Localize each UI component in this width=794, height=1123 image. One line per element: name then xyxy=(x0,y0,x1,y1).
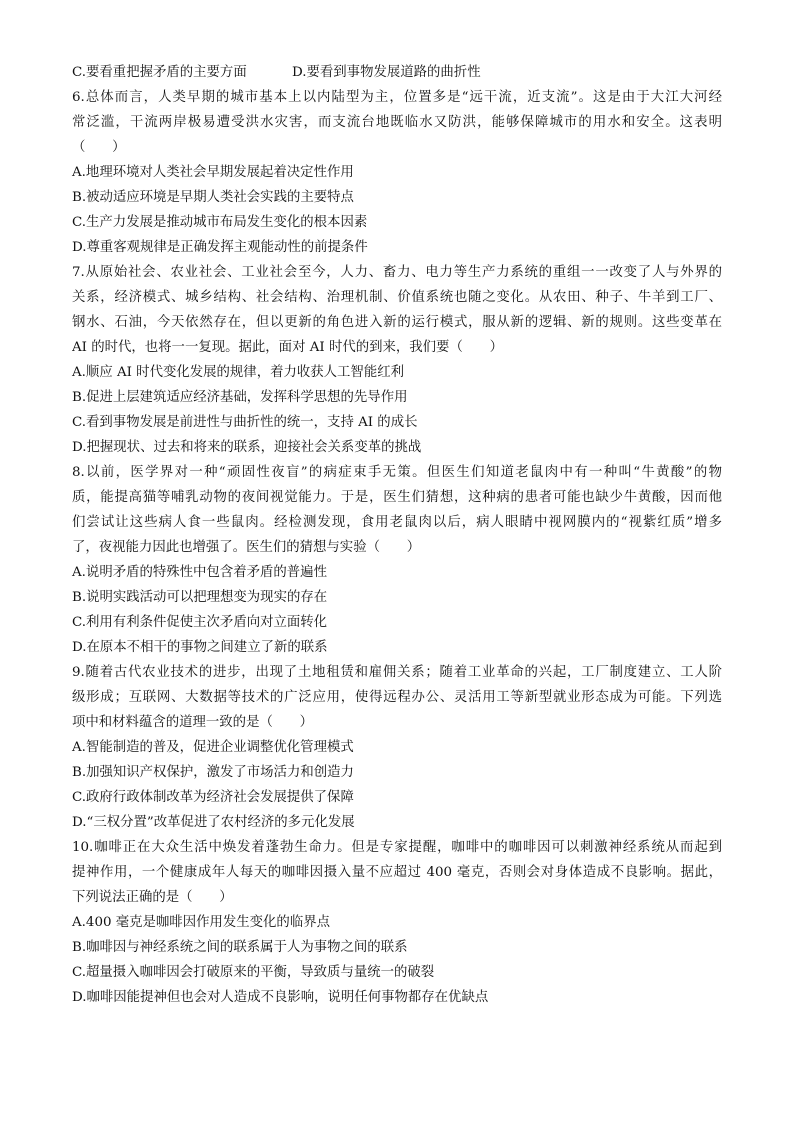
option-b: B.被动适应环境是早期人类社会实践的主要特点 xyxy=(72,190,354,205)
option-c: C.政府行政体制改革为经济社会发展提供了保障 xyxy=(72,790,354,805)
question-stem-line: 7.从原始社会、农业社会、工业社会至今，人力、畜力、电力等生产力系统的重组一一改变了人与外界的 xyxy=(72,265,722,280)
question-stem-line: 项中和材料蕴含的道理一致的是（ ） xyxy=(72,715,314,730)
question-10 xyxy=(72,835,722,1010)
question-stem-line: 了，夜视能力因此也增强了。医生们的猜想与实验（ ） xyxy=(72,540,421,555)
question-6 xyxy=(72,85,722,260)
question-8 xyxy=(72,460,722,660)
option-b: B.咖啡因与神经系统之间的联系属于人为事物之间的联系 xyxy=(72,940,408,955)
option-c: C.要看重把握矛盾的主要方面 xyxy=(72,65,247,80)
question-stem-line: 常泛滥，干流两岸极易遭受洪水灾害，而支流台地既临水又防洪，能够保障城市的用水和安全。这表明 xyxy=(72,115,722,130)
option-c: C.超量摄入咖啡因会打破原来的平衡，导致质与量统一的破裂 xyxy=(72,965,435,980)
question-stem-line: 们尝试让这些病人食一些鼠肉。经检测发现，食用老鼠肉以后，病人眼睛中视网膜内的“视紫红质”增多 xyxy=(72,515,722,530)
question-stem-line: 10.咖啡正在大众生活中焕发着蓬勃生命力。但是专家提醒，咖啡中的咖啡因可以刺激神经系统从而起到 xyxy=(72,840,722,855)
option-d: D.尊重客观规律是正确发挥主观能动性的前提条件 xyxy=(72,240,368,255)
question-stem-line: 8.以前，医学界对一种“顽固性夜盲”的病症束手无策。但医生们知道老鼠肉中有一种叫“牛黄酸”的物 xyxy=(72,465,722,480)
option-c: C.生产力发展是推动城市布局发生变化的根本因素 xyxy=(72,215,368,230)
option-d: D.咖啡因能提神但也会对人造成不良影响，说明任何事物都存在优缺点 xyxy=(72,990,489,1005)
option-a: A.地理环境对人类社会早期发展起着决定性作用 xyxy=(72,165,354,180)
question-7 xyxy=(72,260,722,460)
option-d: D.要看到事物发展道路的曲折性 xyxy=(292,65,481,80)
option-c: C.看到事物发展是前进性与曲折性的统一，支持 AI 的成长 xyxy=(72,415,418,430)
question-stem-line: 提神作用，一个健康成年人每天的咖啡因摄入量不应超过 400 毫克，否则会对身体造成不良影响。据此， xyxy=(72,865,722,880)
page-content xyxy=(72,60,722,1010)
question-stem-line: 下列说法正确的是（ ） xyxy=(72,890,233,905)
question-stem-line: 6.总体而言，人类早期的城市基本上以内陆型为主，位置多是“远干流，近支流”。这是由于大江大河经 xyxy=(72,90,722,105)
question-9 xyxy=(72,660,722,835)
question-stem-line: AI 的时代，也将一一复现。据此，面对 AI 时代的到来，我们要（ ） xyxy=(72,340,504,355)
question-stem-line: 钢水、石油，今天依然存在，但以更新的角色进入新的运行模式，服从新的逻辑、新的规则。这些变革在 xyxy=(72,315,722,330)
option-d: D.“三权分置”改革促进了农村经济的多元化发展 xyxy=(72,815,355,830)
question-stem-line: 质，能提高猫等哺乳动物的夜间视觉能力。于是，医生们猜想，这种病的患者可能也缺少牛黄酸，因而他 xyxy=(72,490,722,505)
question-stem-line: 关系，经济模式、城乡结构、社会结构、治理机制、价值系统也随之变化。从农田、种子、牛羊到工厂、 xyxy=(72,290,722,305)
option-a: A.400 毫克是咖啡因作用发生变化的临界点 xyxy=(72,915,330,930)
question-stem-line: 9.随着古代农业技术的进步，出现了土地租赁和雇佣关系；随着工业革命的兴起，工厂制度建立、工人阶 xyxy=(72,665,722,680)
option-c: C.利用有利条件促使主次矛盾向对立面转化 xyxy=(72,615,328,630)
question-stem-line: （ ） xyxy=(72,140,126,155)
option-b: B.促进上层建筑适应经济基础，发挥科学思想的先导作用 xyxy=(72,390,408,405)
option-d: D.在原本不相干的事物之间建立了新的联系 xyxy=(72,640,328,655)
option-b: B.说明实践活动可以把理想变为现实的存在 xyxy=(72,590,328,605)
option-a: A.顺应 AI 时代变化发展的规律，着力收获人工智能红利 xyxy=(72,365,404,380)
option-a: A.说明矛盾的特殊性中包含着矛盾的普遍性 xyxy=(72,565,327,580)
question-stem-line: 级形成；互联网、大数据等技术的广泛应用，使得远程办公、灵活用工等新型就业形态成为可能。下列选 xyxy=(72,690,722,705)
option-a: A.智能制造的普及，促进企业调整优化管理模式 xyxy=(72,740,354,755)
previous-question-options xyxy=(72,60,722,85)
option-b: B.加强知识产权保护，激发了市场活力和创造力 xyxy=(72,765,354,780)
option-d: D.把握现状、过去和将来的联系，迎接社会关系变革的挑战 xyxy=(72,440,422,455)
